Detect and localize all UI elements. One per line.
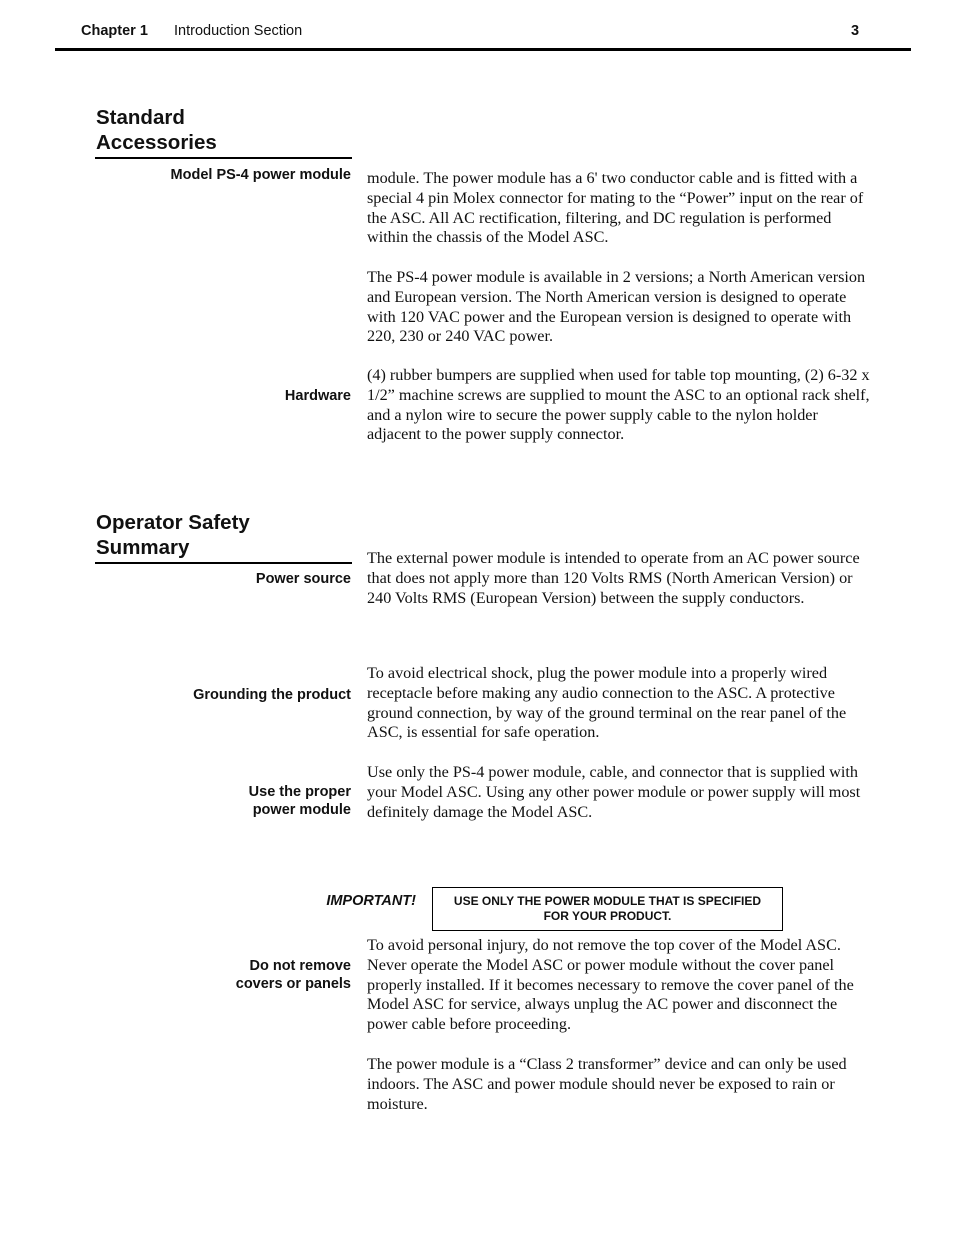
paragraph-ps4-versions: The PS-4 power module is available in 2 versions; a North American version and European version. The North American version is designed to operate with 120 VAC power and the European version is designed to operate with 220, 230 or 240 VAC power. (367, 268, 866, 346)
sidebar-label-ps4: Model PS-4 power module (170, 167, 351, 183)
sidebar-label-covers: Do not remove covers or panels (235, 958, 351, 992)
paragraph-indoor: The power module is a “Class 2 transformer” device and can only be used indoors. The ASC and power module should never be exposed to rain or moisture. (367, 1055, 847, 1113)
paragraph-grounding: To avoid electrical shock, plug the power module into a properly wired receptacle before making any audio connection to the ASC. A protective ground connection, by way of the ground terminal on the rear panel of the ASC, is essential for safe operation. (367, 664, 847, 742)
sidebar-label-power-source: Power source (255, 571, 351, 587)
section-rule-safety (95, 562, 352, 564)
paragraph-proper-module: Use only the PS-4 power module, cable, and connector that is supplied with your Model ASC. Using any other power module or power supply will most definitely damage the Model ASC. (367, 763, 861, 821)
important-notice-box (432, 887, 783, 931)
paragraph-hardware: (4) rubber bumpers are supplied when used for table top mounting, (2) 6-32 x 1/2” machine screws are supplied to mount the ASC to an optional rack shelf, and a nylon wire to secure the power supply cable to the nylon holder adjacent to the power supply connector. (367, 366, 870, 444)
important-notice-text: USE ONLY THE POWER MODULE THAT IS SPECIFIED FOR YOUR PRODUCT. (453, 894, 762, 923)
paragraph-ps4: module. The power module has a 6' two conductor cable and is fitted with a special 4 pin Molex connector for mating to the “Power” input on the rear of the ASC. All AC rectification, filtering, and DC regulation is performed within the chassis of the Model ASC. (367, 169, 864, 247)
important-label: IMPORTANT! (326, 893, 416, 909)
header-rule (55, 48, 911, 51)
page-number: 3 (851, 23, 860, 39)
sidebar-label-grounding: Grounding the product (193, 687, 351, 703)
section-title-safety: Operator Safety Summary (96, 511, 250, 559)
section-name: Introduction Section (174, 23, 303, 39)
sidebar-label-hardware: Hardware (284, 388, 351, 404)
paragraph-power-source: The external power module is intended to operate from an AC power source that does not apply more than 120 Volts RMS (North American Version) or 240 Volts RMS (European Version) between the supply conductors. (367, 549, 860, 607)
sidebar-label-proper-module: Use the proper power module (248, 784, 351, 818)
section-rule-accessories (95, 157, 352, 159)
chapter-label: Chapter 1 (81, 23, 148, 39)
section-title-accessories: Standard Accessories (96, 106, 217, 154)
paragraph-covers: To avoid personal injury, do not remove the top cover of the Model ASC. Never operate the Model ASC or power module without the cover panel properly installed. If it becomes necessary to remove the cover panel of the Model ASC for service, always unplug the AC power and disconnect the power cable before proceeding. (367, 936, 854, 1034)
